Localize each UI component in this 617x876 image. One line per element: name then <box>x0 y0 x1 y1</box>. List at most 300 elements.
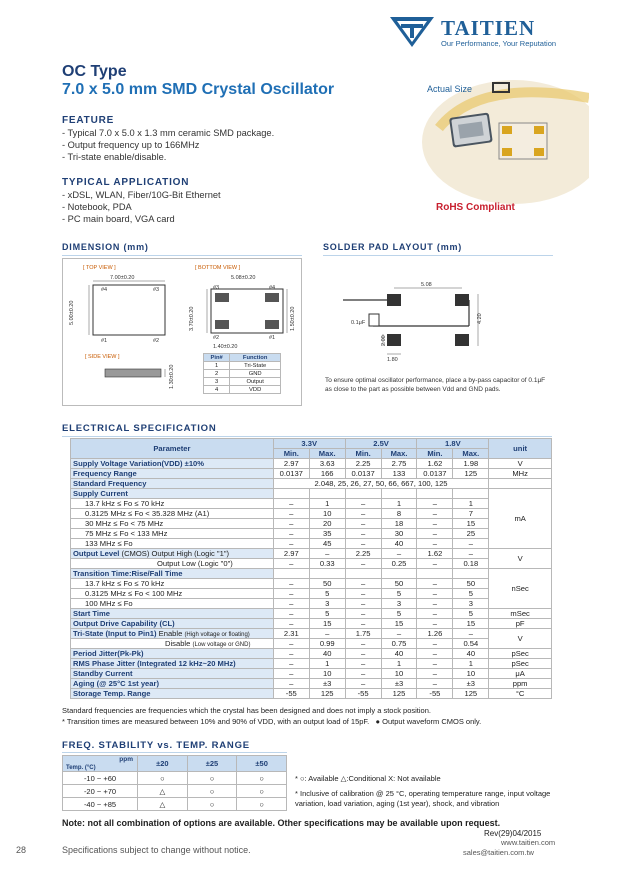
voltage-header: 1.8V <box>417 439 489 449</box>
table-cell: 3 <box>309 599 345 609</box>
table-cell: 40 <box>381 539 417 549</box>
application-heading: TYPICAL APPLICATION <box>62 177 190 188</box>
table-cell: – <box>273 599 309 609</box>
solder-heading: SOLDER PAD LAYOUT (mm) <box>323 242 463 252</box>
table-cell: 1 <box>309 499 345 509</box>
rohs-badge: RoHS Compliant <box>436 202 515 213</box>
pad-dim-small: 2.00 <box>381 335 387 346</box>
table-row <box>71 589 552 599</box>
table-row <box>71 529 552 539</box>
table-cell: 5 <box>309 589 345 599</box>
list-item: - xDSL, WLAN, Fiber/10G-Bit Ethernet <box>62 190 221 200</box>
list-item: - Tri-state enable/disable. <box>62 152 167 162</box>
table-cell: 0.99 <box>309 639 345 649</box>
row-label: Start Time <box>71 609 274 619</box>
note-text: ● Output waveform CMOS only. <box>375 717 482 726</box>
freq-table <box>62 755 287 811</box>
table-cell: 133 <box>381 469 417 479</box>
list-item: - Typical 7.0 x 5.0 x 1.3 mm ceramic SMD package. <box>62 128 275 138</box>
pin-table-header: Pin# <box>204 354 230 362</box>
table-cell: △ <box>138 785 188 798</box>
dim-width: 7.00±0.20 <box>110 275 135 281</box>
table-cell: Tri-State <box>230 362 281 370</box>
row-label: Aging (@ 25°C 1st year) <box>71 679 274 689</box>
dim-pad-height: 3.70±0.20 <box>189 306 195 331</box>
divider <box>62 255 302 256</box>
table-cell: – <box>453 629 489 639</box>
table-cell: – <box>453 549 489 559</box>
table-row <box>71 479 552 489</box>
table-cell: 4 <box>204 386 230 394</box>
dimension-heading: DIMENSION (mm) <box>62 242 149 252</box>
table-row <box>71 559 552 569</box>
freq-corner <box>63 756 138 772</box>
list-item: - Output frequency up to 166MHz <box>62 140 200 150</box>
table-cell: – <box>417 559 453 569</box>
table-cell: – <box>345 559 381 569</box>
bottom-note: Note: not all combination of options are available. Other specifications may be available upon request. <box>62 818 501 828</box>
row-label: Standard Frequency <box>71 479 274 489</box>
table-cell: – <box>381 629 417 639</box>
electrical-heading: ELECTRICAL SPECIFICATION <box>62 423 217 434</box>
table-row <box>71 549 552 559</box>
table-cell: 0.0137 <box>273 469 309 479</box>
table-cell: -55 <box>273 689 309 699</box>
freq-col-header: ±20 <box>138 756 188 772</box>
brand-name: TAITIEN <box>441 16 536 40</box>
table-cell: 50 <box>381 579 417 589</box>
table-cell: ○ <box>237 785 287 798</box>
table-cell: – <box>345 509 381 519</box>
table-row <box>71 669 552 679</box>
table-cell: – <box>273 649 309 659</box>
table-cell: – <box>273 659 309 669</box>
table-cell: 2.25 <box>345 549 381 559</box>
actual-size-box <box>492 82 510 93</box>
table-cell: – <box>417 509 453 519</box>
table-cell: mA <box>489 489 552 549</box>
divider <box>62 752 287 753</box>
row-sublabel-note: (High voltage or floating) <box>184 632 250 638</box>
table-cell: ppm <box>489 679 552 689</box>
freq-legend-2: * Inclusive of calibration @ 25 °C, operating temperature range, input voltage variation, load variation, aging (1st year), shock, and vibration <box>295 789 551 808</box>
table-cell: – <box>345 639 381 649</box>
table-cell: – <box>273 619 309 629</box>
page-number: 28 <box>16 845 27 855</box>
top-view-label: [ TOP VIEW ] <box>83 265 116 271</box>
table-cell: 40 <box>309 649 345 659</box>
note-text: * Transition times are measured between 10% and 90% of VDD, with an output load of 15pF. <box>62 717 370 726</box>
electrical-table <box>70 438 552 699</box>
row-label-text: Tri-State (Input to Pin1) <box>73 629 157 638</box>
pin-label: #4 <box>101 287 108 293</box>
table-cell: V <box>489 549 552 569</box>
table-cell: – <box>417 589 453 599</box>
solder-note: To ensure optimal oscillator performance, place a by-pass capacitor of 0.1μF as close to the part as possible between Vdd and GND pads. <box>325 377 546 393</box>
table-cell: ○ <box>237 798 287 811</box>
param-header: Parameter <box>71 439 274 459</box>
table-cell: 0.33 <box>309 559 345 569</box>
table-cell: 10 <box>309 509 345 519</box>
table-cell: 1.26 <box>417 629 453 639</box>
table-cell: -40 ~ +85 <box>63 798 138 811</box>
minmax-header: Max. <box>309 449 345 459</box>
voltage-header: 2.5V <box>345 439 417 449</box>
table-cell: -55 <box>345 689 381 699</box>
minmax-header: Max. <box>381 449 417 459</box>
website-link[interactable]: www.taitien.com <box>501 838 556 847</box>
table-cell: – <box>345 519 381 529</box>
table-row <box>71 679 552 689</box>
table-cell: 5 <box>381 609 417 619</box>
table-cell: ○ <box>187 785 237 798</box>
solder-pad-icon <box>323 258 553 368</box>
row-label-text: Output Level <box>73 549 120 558</box>
table-cell: – <box>345 659 381 669</box>
table-row <box>71 629 552 639</box>
row-label: Storage Temp. Range <box>71 689 274 699</box>
table-cell: 50 <box>453 579 489 589</box>
table-cell: – <box>273 589 309 599</box>
table-cell: – <box>345 589 381 599</box>
table-cell <box>489 479 552 489</box>
pin-label: #1 <box>101 338 108 344</box>
table-cell: 2.97 <box>273 549 309 559</box>
table-cell: – <box>345 529 381 539</box>
solder-pad-drawing <box>323 258 553 406</box>
table-cell: – <box>417 579 453 589</box>
table-cell: 5 <box>453 589 489 599</box>
minmax-header: Min. <box>345 449 381 459</box>
table-cell: – <box>273 559 309 569</box>
table-cell: 50 <box>309 579 345 589</box>
table-cell: 0.18 <box>453 559 489 569</box>
table-cell: 1.98 <box>453 459 489 469</box>
feature-heading: FEATURE <box>62 115 115 126</box>
dimension-drawing <box>62 258 302 406</box>
table-cell: V <box>489 459 552 469</box>
electrical-notes <box>62 705 552 727</box>
table-cell: – <box>273 669 309 679</box>
pad-dim-pad: 1.80 <box>387 357 398 363</box>
table-cell: 1 <box>381 659 417 669</box>
table-cell: – <box>417 649 453 659</box>
row-label: 13.7 kHz ≤ Fo ≤ 70 kHz <box>71 499 274 509</box>
pin-table-header: Function <box>230 354 281 362</box>
pin-label: #3 <box>153 287 160 293</box>
row-label: Standby Current <box>71 669 274 679</box>
table-cell: pF <box>489 619 552 629</box>
table-cell: pSec <box>489 649 552 659</box>
table-cell: 35 <box>309 529 345 539</box>
dim-pitch: 5.08±0.20 <box>231 275 256 281</box>
table-cell: 2.25 <box>345 459 381 469</box>
row-label <box>71 639 274 649</box>
table-row <box>71 619 552 629</box>
table-cell: 1 <box>453 659 489 669</box>
row-label: Period Jitter(Pk-Pk) <box>71 649 274 659</box>
table-cell: – <box>345 609 381 619</box>
table-cell: -55 <box>417 689 453 699</box>
row-sublabel: (CMOS) Output High (Logic "1") <box>121 549 230 558</box>
table-cell: – <box>273 609 309 619</box>
freq-col-header: ±25 <box>187 756 237 772</box>
table-cell: ○ <box>187 798 237 811</box>
email-link[interactable]: sales@taitien.com.tw <box>463 848 534 857</box>
list-item: - PC main board, VGA card <box>62 214 175 224</box>
divider <box>62 436 552 437</box>
pad-dim-width: 5.08 <box>421 282 432 288</box>
table-row <box>71 569 552 579</box>
table-cell: – <box>273 499 309 509</box>
table-cell: – <box>273 509 309 519</box>
table-row <box>204 362 281 370</box>
table-row <box>71 509 552 519</box>
row-label: Transition Time:Rise/Fall Time <box>71 569 274 579</box>
note-line: Standard frequencies are frequencies which the crystal has been designed and does not imply a stock position. <box>62 706 431 715</box>
list-item: - Notebook, PDA <box>62 202 132 212</box>
table-row <box>71 539 552 549</box>
row-label: Output Drive Capability (CL) <box>71 619 274 629</box>
table-row <box>204 378 281 386</box>
brand-logo <box>383 14 558 50</box>
table-cell: 40 <box>453 649 489 659</box>
row-sublabel-note: (Low voltage or GND) <box>192 642 251 648</box>
row-label: Frequency Range <box>71 469 274 479</box>
table-cell: 18 <box>381 519 417 529</box>
table-cell: 3 <box>381 599 417 609</box>
revision: Rev(29)04/2015 <box>484 829 542 838</box>
table-cell: – <box>345 679 381 689</box>
table-cell: 3 <box>453 599 489 609</box>
pin-label: #3 <box>213 285 220 291</box>
table-cell: 125 <box>453 689 489 699</box>
table-cell: – <box>273 529 309 539</box>
table-cell: – <box>345 619 381 629</box>
table-cell: 1.62 <box>417 459 453 469</box>
table-cell: μA <box>489 669 552 679</box>
table-cell: 3.63 <box>309 459 345 469</box>
table-cell: 1 <box>453 499 489 509</box>
table-cell: Output <box>230 378 281 386</box>
table-cell: 10 <box>309 669 345 679</box>
table-cell: 15 <box>453 519 489 529</box>
table-row <box>71 459 552 469</box>
table-cell: -20 ~ +70 <box>63 785 138 798</box>
table-cell: – <box>273 519 309 529</box>
table-cell: 8 <box>381 509 417 519</box>
table-cell: – <box>345 579 381 589</box>
divider <box>323 255 553 256</box>
table-cell: – <box>417 639 453 649</box>
table-cell: – <box>417 669 453 679</box>
freq-legend: * ○: Available △:Conditional X: Not available <box>295 774 441 783</box>
table-cell: – <box>417 499 453 509</box>
note-line <box>62 716 552 727</box>
table-row <box>63 798 287 811</box>
table-cell: – <box>417 529 453 539</box>
table-cell: 0.0137 <box>345 469 381 479</box>
row-label: Supply Voltage Variation(VDD) ±10% <box>71 459 274 469</box>
unit-header: unit <box>489 439 552 459</box>
row-label: 13.7 kHz ≤ Fo ≤ 70 kHz <box>71 579 274 589</box>
table-cell: pSec <box>489 659 552 669</box>
table-row <box>71 519 552 529</box>
table-cell: – <box>273 579 309 589</box>
application-list <box>62 189 221 225</box>
brand-tagline: Our Performance, Your Reputation <box>441 39 557 48</box>
bottom-view-label: [ BOTTOM VIEW ] <box>195 265 241 271</box>
table-cell: 0.54 <box>453 639 489 649</box>
table-cell: 2.97 <box>273 459 309 469</box>
row-label: 30 MHz ≤ Fo < 75 MHz <box>71 519 274 529</box>
freq-col-header: ±50 <box>237 756 287 772</box>
dim-height: 5.00±0.20 <box>69 300 75 325</box>
table-row <box>71 659 552 669</box>
corner-label: ppm <box>119 756 133 763</box>
table-cell: 0.75 <box>381 639 417 649</box>
table-cell: 25 <box>453 529 489 539</box>
table-cell: 45 <box>309 539 345 549</box>
row-label: Supply Current <box>71 489 274 499</box>
pin-label: #1 <box>269 335 276 341</box>
table-cell: 1 <box>309 659 345 669</box>
table-cell: nSec <box>489 569 552 609</box>
dim-side: 1.30±0.20 <box>169 364 175 389</box>
table-cell: – <box>417 539 453 549</box>
row-label: 0.3125 MHz ≤ Fo < 100 MHz <box>71 589 274 599</box>
table-cell: 2 <box>204 370 230 378</box>
table-cell: V <box>489 629 552 649</box>
row-label: 0.3125 MHz ≤ Fo < 35.328 MHz (A1) <box>71 509 274 519</box>
table-row <box>71 599 552 609</box>
minmax-header: Min. <box>273 449 309 459</box>
table-cell: – <box>417 659 453 669</box>
table-cell: – <box>417 619 453 629</box>
table-cell: 5 <box>381 589 417 599</box>
table-cell: 15 <box>453 619 489 629</box>
table-cell: 3 <box>204 378 230 386</box>
table-cell: – <box>273 639 309 649</box>
table-row <box>204 370 281 378</box>
pin-label: #2 <box>213 335 220 341</box>
row-label: 75 MHz ≤ Fo < 133 MHz <box>71 529 274 539</box>
table-cell: 20 <box>309 519 345 529</box>
row-label: RMS Phase Jitter (Integrated 12 kHz~20 MHz) <box>71 659 274 669</box>
table-cell: ○ <box>187 772 237 785</box>
table-cell: ±3 <box>453 679 489 689</box>
page-title: OC Type <box>62 63 127 80</box>
product-photo-icon <box>419 78 589 206</box>
table-row <box>71 649 552 659</box>
actual-size-label: Actual Size <box>427 84 473 94</box>
voltage-header: 3.3V <box>273 439 345 449</box>
table-row <box>71 579 552 589</box>
dim-pad-width: 1.40±0.20 <box>213 344 238 350</box>
table-cell: – <box>417 609 453 619</box>
table-cell: – <box>345 649 381 659</box>
row-label: 133 MHz ≤ Fo <box>71 539 274 549</box>
row-label <box>71 549 274 559</box>
table-cell: 166 <box>309 469 345 479</box>
table-cell: 125 <box>381 689 417 699</box>
table-cell: 125 <box>309 689 345 699</box>
table-cell: °C <box>489 689 552 699</box>
table-cell: -10 ~ +60 <box>63 772 138 785</box>
pin-label: #2 <box>153 338 160 344</box>
table-row <box>71 499 552 509</box>
table-row <box>63 772 287 785</box>
table-row <box>71 469 552 479</box>
table-cell: – <box>345 669 381 679</box>
table-cell: – <box>417 679 453 689</box>
table-cell: – <box>417 519 453 529</box>
table-cell: 10 <box>453 669 489 679</box>
table-cell: – <box>417 599 453 609</box>
row-label <box>71 629 274 639</box>
table-cell: 30 <box>381 529 417 539</box>
table-row <box>71 689 552 699</box>
table-cell: 0.25 <box>381 559 417 569</box>
dim-pad-height-2: 1.50±0.20 <box>290 306 296 331</box>
table-cell: – <box>453 539 489 549</box>
corner-label: Temp. (°C) <box>66 765 96 771</box>
table-cell: mSec <box>489 609 552 619</box>
table-cell: – <box>345 539 381 549</box>
minmax-header: Min. <box>417 449 453 459</box>
table-cell: 2.75 <box>381 459 417 469</box>
table-cell: 1.75 <box>345 629 381 639</box>
table-cell: ±3 <box>309 679 345 689</box>
table-cell: 125 <box>453 469 489 479</box>
table-row <box>71 609 552 619</box>
row-sublabel: Enable <box>158 629 183 638</box>
footer-text: Specifications subject to change without notice. <box>62 845 251 855</box>
table-cell: △ <box>138 798 188 811</box>
table-cell: 1 <box>381 499 417 509</box>
table-cell: 5 <box>453 609 489 619</box>
table-cell: 15 <box>309 619 345 629</box>
pad-dim-height: 4.20 <box>477 313 483 324</box>
product-image <box>419 78 589 206</box>
table-cell: – <box>273 539 309 549</box>
table-cell: VDD <box>230 386 281 394</box>
feature-list <box>62 127 274 163</box>
page-subtitle: 7.0 x 5.0 mm SMD Crystal Oscillator <box>62 81 335 98</box>
table-cell: MHz <box>489 469 552 479</box>
table-row <box>71 489 552 499</box>
table-cell: 0.0137 <box>417 469 453 479</box>
table-cell: – <box>345 499 381 509</box>
table-cell: ○ <box>138 772 188 785</box>
table-cell: – <box>273 679 309 689</box>
table-cell: 7 <box>453 509 489 519</box>
table-cell: 2.31 <box>273 629 309 639</box>
table-row <box>63 785 287 798</box>
table-cell: ○ <box>237 772 287 785</box>
table-cell: 40 <box>381 649 417 659</box>
minmax-header: Max. <box>453 449 489 459</box>
pin-label: #4 <box>269 285 276 291</box>
table-row <box>71 639 552 649</box>
table-row <box>204 386 281 394</box>
pin-table <box>203 353 281 394</box>
row-sublabel: Output Low (Logic "0") <box>71 559 274 569</box>
side-view-label: [ SIDE VIEW ] <box>85 354 120 360</box>
table-cell: 15 <box>381 619 417 629</box>
table-cell: – <box>381 549 417 559</box>
taitien-logo-icon <box>387 14 437 48</box>
